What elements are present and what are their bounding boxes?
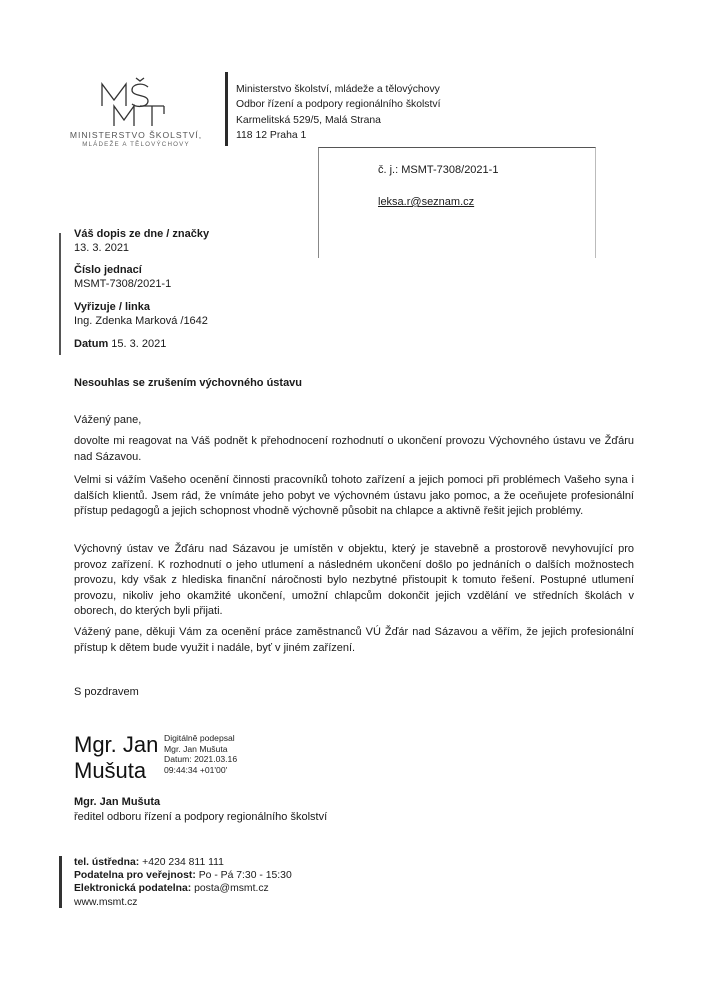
msmt-logo-mark bbox=[62, 76, 212, 130]
digital-signature-details bbox=[164, 733, 237, 775]
logo-text-line2: MLÁDEŽE A TĚLOVÝCHOVY bbox=[82, 141, 190, 148]
sender-line: Odbor řízení a podpory regionálního školství bbox=[236, 99, 441, 111]
meta-handled bbox=[74, 300, 208, 328]
digital-signature-line: Datum: 2021.03.16 bbox=[164, 754, 238, 765]
sender-line: Ministerstvo školství, mládeže a tělovýchovy bbox=[236, 84, 440, 95]
digital-signature-line: 09:44:34 +01'00' bbox=[164, 764, 228, 775]
footer-office-hours: Po - Pá 7:30 - 15:30 bbox=[198, 870, 292, 882]
meta-label: Datum bbox=[74, 338, 109, 350]
recipient-email[interactable]: leksa.r@seznam.cz bbox=[378, 196, 475, 208]
digital-signature-line: Digitálně podepsal bbox=[164, 733, 235, 743]
footer-label: tel. ústředna: bbox=[74, 857, 140, 868]
meta-value: MSMT-7308/2021-1 bbox=[74, 278, 172, 290]
footer-contacts bbox=[74, 856, 292, 909]
logo-text-line1: MINISTERSTVO ŠKOLSTVÍ, bbox=[69, 130, 203, 140]
sender-line: Karmelitská 529/5, Malá Strana bbox=[236, 114, 381, 126]
footer-label: Podatelna pro veřejnost: bbox=[74, 870, 196, 882]
sender-line: 118 12 Praha 1 bbox=[236, 129, 307, 141]
greeting: Vážený pane, bbox=[74, 414, 142, 426]
meta-label: Vyřizuje / linka bbox=[74, 301, 151, 313]
meta-date bbox=[74, 337, 166, 351]
meta-value: 15. 3. 2021 bbox=[111, 338, 167, 350]
meta-label: Číslo jednací bbox=[74, 264, 142, 276]
meta-ref bbox=[74, 263, 171, 291]
signer-position: ředitel odboru řízení a podpory regionálního školství bbox=[74, 811, 328, 823]
footer-phone: +420 234 811 111 bbox=[142, 857, 224, 868]
paragraph: Velmi si vážím Vašeho ocenění činnosti pracovníků tohoto zařízení a jejich pomoci při problémech Vašeho syna i dalších klientů. Jsem rád, že vnímáte jeho pobyt ve výchovném ústavu jako pomoc, a že oceňujete profesionální přístup pedagogů a jejich schopnost vhodně výchovně působit na chlapce a aktivně řešit jejich problémy. bbox=[74, 474, 634, 517]
paragraph: dovolte mi reagovat na Váš podnět k přehodnocení rozhodnutí o ukončení provozu Výchovného ústavu ve Žďáru nad Sázavou. bbox=[74, 435, 634, 463]
footer-divider bbox=[59, 856, 62, 908]
closing: S pozdravem bbox=[74, 686, 139, 698]
signature-name-line1: Mgr. Jan bbox=[74, 732, 159, 757]
footer-label: Elektronická podatelna: bbox=[74, 883, 192, 895]
signature-name-line2: Mušuta bbox=[74, 758, 147, 783]
footer-web[interactable]: www.msmt.cz bbox=[74, 896, 138, 908]
meta-divider bbox=[59, 233, 61, 355]
sender-address bbox=[236, 82, 440, 143]
ministry-logo bbox=[62, 76, 212, 151]
digital-signature-line: Mgr. Jan Mušuta bbox=[164, 743, 228, 754]
sender-divider bbox=[225, 72, 228, 146]
paragraph: Výchovný ústav ve Žďáru nad Sázavou je umístěn v objektu, který je stavebně a prostorově nevyhovující pro provoz zařízení. K rozhodnutí o jeho utlumení a následném ukončení došlo po jednáních o dalších možnostech provozu, kdy však z hlediska finanční náročnosti bylo nezbytné přistoupit k tomuto řešení. Postupné utlumení provozu, nikoliv jeho okamžité ukončení, umožní chlapcům dokončit jejich vzdělání ve středních školách v oborech, do kterých byli přijati. bbox=[74, 543, 634, 617]
letter-subject: Nesouhlas se zrušením výchovného ústavu bbox=[74, 377, 303, 389]
footer-email[interactable]: posta@msmt.cz bbox=[194, 883, 269, 895]
signer-name: Mgr. Jan Mušuta bbox=[74, 796, 161, 808]
meta-your-letter bbox=[74, 227, 209, 255]
meta-label: Váš dopis ze dne / značky bbox=[74, 228, 210, 240]
meta-value: Ing. Zdenka Marková /1642 bbox=[74, 315, 208, 327]
signer-block bbox=[74, 795, 327, 825]
recipient-reference: č. j.: MSMT-7308/2021-1 bbox=[378, 164, 499, 176]
meta-value: 13. 3. 2021 bbox=[74, 242, 130, 254]
paragraph: Vážený pane, děkuji Vám za ocenění práce zaměstnanců VÚ Žďár nad Sázavou a věřím, že jejich profesionální přístup k dětem bude využit i nadále, byť v jiném zařízení. bbox=[74, 626, 634, 654]
